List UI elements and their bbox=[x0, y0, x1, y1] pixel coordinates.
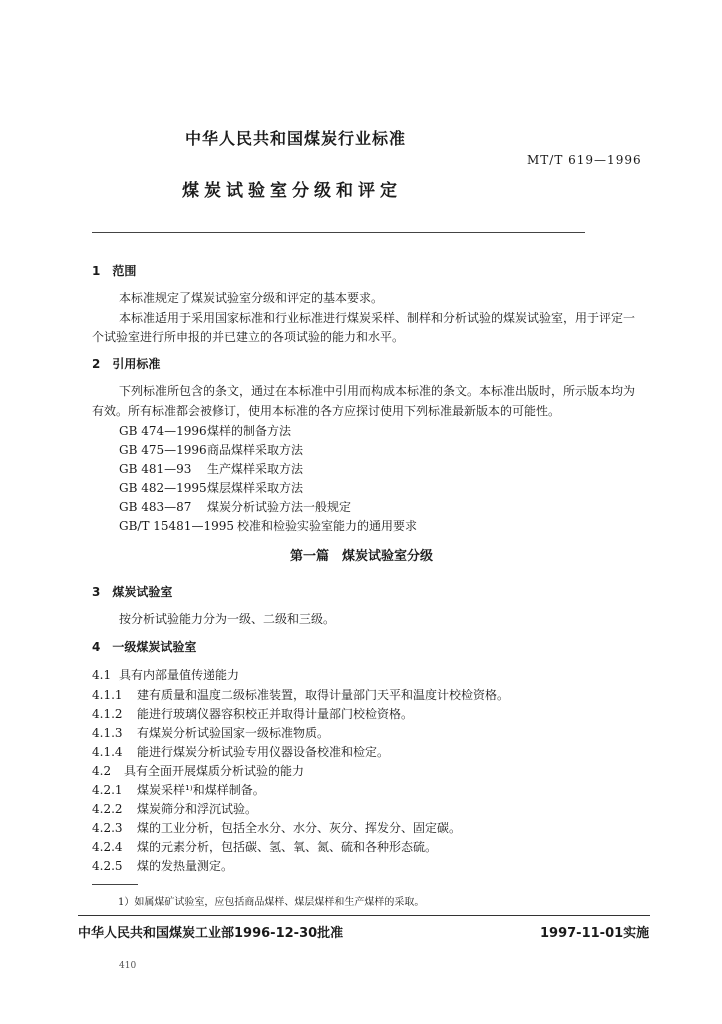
footnote: 1）如属煤矿试验室，应包括商品煤样、煤层煤样和生产煤样的采取。 bbox=[118, 897, 425, 908]
section-2-paragraph: 下列标准所包含的条文，通过在本标准中引用而构成本标准的条文。本标准出版时，所示版本均为 bbox=[119, 384, 636, 398]
page-number: 410 bbox=[119, 961, 137, 971]
section-2-paragraph: 有效。所有标准都会被修订，使用本标准的各方应探讨使用下列标准最新版本的可能性。 bbox=[92, 404, 561, 418]
reference-item: GB/T 15481—1995 校准和检验实验室能力的通用要求 bbox=[119, 519, 418, 533]
clause-item: 4.2.4 煤的元素分析，包括碳、氢、氧、氮、硫和各种形态硫。 bbox=[92, 840, 438, 854]
section-3-heading: 3 煤炭试验室 bbox=[92, 585, 173, 599]
footer-divider bbox=[78, 915, 650, 916]
clause-item: 4.1 具有内部量值传递能力 bbox=[92, 668, 240, 682]
section-2-heading: 2 引用标准 bbox=[92, 357, 161, 371]
clause-item: 4.2 具有全面开展煤质分析试验的能力 bbox=[92, 764, 305, 778]
section-1-paragraph: 本标准适用于采用国家标准和行业标准进行煤炭采样、制样和分析试验的煤炭试验室，用于评定一 bbox=[119, 311, 636, 325]
header-divider bbox=[92, 232, 585, 233]
footnote-divider bbox=[92, 884, 138, 885]
part-heading: 第一篇 煤炭试验室分级 bbox=[290, 549, 434, 564]
section-1-paragraph: 本标准规定了煤炭试验室分级和评定的基本要求。 bbox=[119, 291, 384, 305]
clause-item: 4.2.3 煤的工业分析，包括全水分、水分、灰分、挥发分、固定碳。 bbox=[92, 821, 462, 835]
clause-item: 4.2.2 煤炭筛分和浮沉试验。 bbox=[92, 802, 258, 816]
reference-item: GB 474—1996煤样的制备方法 bbox=[119, 424, 292, 438]
effective-date: 1997-11-01实施 bbox=[540, 926, 650, 941]
standard-code: MT/T 619—1996 bbox=[527, 153, 642, 167]
section-1-paragraph: 个试验室进行所申报的并已建立的各项试验的能力和水平。 bbox=[92, 330, 405, 344]
reference-item: GB 483—87 煤炭分析试验方法一般规定 bbox=[119, 500, 352, 514]
reference-item: GB 481—93 生产煤样采取方法 bbox=[119, 462, 304, 476]
clause-item: 4.1.1 建有质量和温度二级标准装置，取得计量部门天平和温度计校检资格。 bbox=[92, 688, 510, 702]
approval-line: 中华人民共和国煤炭工业部1996-12-30批准 bbox=[78, 926, 344, 941]
clause-item: 4.1.3 有煤炭分析试验国家一级标准物质。 bbox=[92, 726, 330, 740]
clause-item: 4.2.5 煤的发热量测定。 bbox=[92, 859, 234, 873]
section-3-paragraph: 按分析试验能力分为一级、二级和三级。 bbox=[119, 612, 336, 626]
section-1-heading: 1 范围 bbox=[92, 264, 137, 278]
reference-item: GB 475—1996商品煤样采取方法 bbox=[119, 443, 304, 457]
national-standard-header: 中华人民共和国煤炭行业标准 bbox=[185, 129, 407, 148]
clause-item: 4.1.4 能进行煤炭分析试验专用仪器设备校准和检定。 bbox=[92, 745, 390, 759]
document-title: 煤炭试验室分级和评定 bbox=[182, 181, 402, 201]
clause-item: 4.1.2 能进行玻璃仪器容积校正并取得计量部门校检资格。 bbox=[92, 707, 414, 721]
reference-item: GB 482—1995煤层煤样采取方法 bbox=[119, 481, 304, 495]
section-4-heading: 4 一级煤炭试验室 bbox=[92, 640, 197, 654]
clause-item: 4.2.1 煤炭采样¹⁾和煤样制备。 bbox=[92, 783, 265, 797]
